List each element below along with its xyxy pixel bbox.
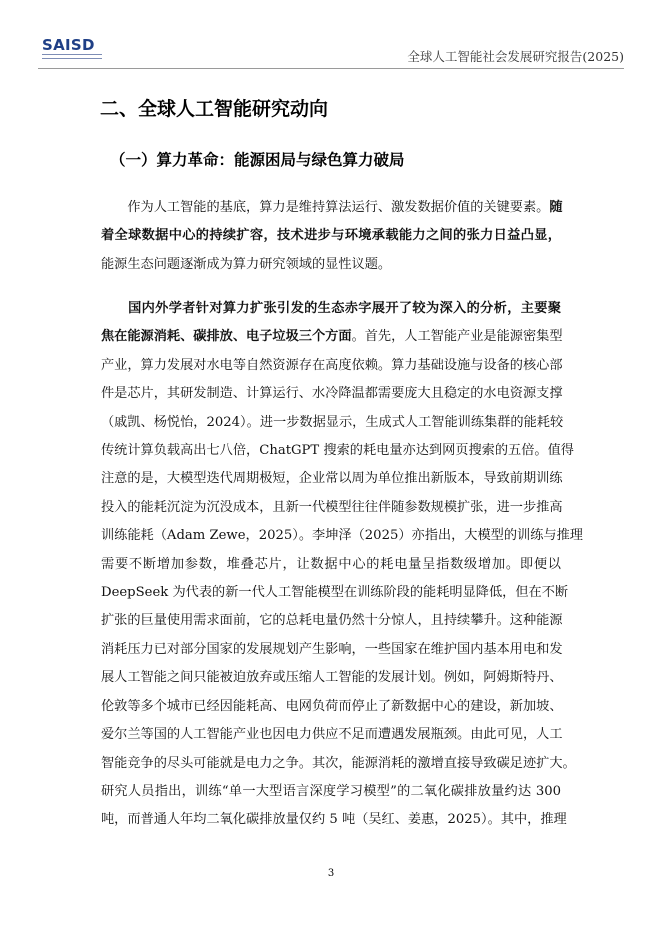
paragraph-line: 展人工智能之间只能被迫放弃或压缩人工智能的发展计划。例如，阿姆斯特丹、: [101, 670, 563, 686]
logo-underline: [42, 54, 102, 59]
paragraph-line: 吨，而普通人年均二氧化碳排放量仅约 5 吨（吴红、姜惠，2025）。其中，推理: [101, 812, 567, 828]
paragraph-line: 训练能耗（Adam Zewe，2025）。李坤泽（2025）亦指出，大模型的训练与推理: [101, 528, 583, 544]
paragraph-line: 产业，算力发展对水电等自然资源存在高度依赖。算力基础设施与设备的核心部: [101, 357, 563, 373]
paragraph-line: 研究人员指出，训练“单一大型语言深度学习模型”的二氧化碳排放量约达 300: [101, 783, 561, 799]
paragraph-line: 能源生态问题逐渐成为算力研究领域的显性议题。: [101, 256, 392, 272]
page-number: 3: [327, 868, 335, 879]
paragraph-line: 扩张的巨量使用需求面前，它的总耗电量仍然十分惊人，且持续攀升。这种能源: [101, 613, 563, 629]
paragraph-line: 注意的是，大模型迭代周期极短，企业常以周为单位推出新版本，导致前期训练: [101, 471, 563, 487]
paragraph-line: 焦在能源消耗、碳排放、电子垃圾三个方面。首先，人工智能产业是能源密集型: [101, 329, 563, 345]
paragraph-line: 智能竞争的尽头可能就是电力之争。其次，能源消耗的激增直接导致碳足迹扩大。: [101, 755, 576, 771]
paragraph-line: 着全球数据中心的持续扩容，技术进步与环境承载能力之间的张力日益凸显，: [101, 228, 561, 244]
paragraph-line: 伦敦等多个城市已经因能耗高、电网负荷而停止了新数据中心的建设，新加坡、: [101, 698, 563, 714]
paragraph-line: 需要不断增加参数，堆叠芯片，让数据中心的耗电量呈指数级增加。即便以: [101, 556, 561, 572]
section-heading: 二、全球人工智能研究动向: [100, 98, 329, 120]
paragraph-line: 爱尔兰等国的人工智能产业也因电力供应不足而遭遇发展瓶颈。由此可见，人工: [101, 727, 563, 743]
paragraph-line: DeepSeek 为代表的新一代人工智能模型在训练阶段的能耗明显降低，但在不断: [101, 585, 569, 601]
running-header-title: 全球人工智能社会发展研究报告(2025): [407, 49, 624, 64]
paragraph-line: （戚凯、杨悦怡，2024）。进一步数据显示，生成式人工智能训练集群的能耗较: [101, 414, 564, 430]
paragraph-line: 消耗压力已对部分国家的发展规划产生影响，一些国家在维护国内基本用电和发: [101, 641, 563, 657]
paragraph-2: [101, 295, 583, 835]
paragraph-1: [101, 194, 561, 279]
paragraph-line: 作为人工智能的基底，算力是维持算法运行、激发数据价值的关键要素。随: [127, 200, 563, 215]
page-header: [38, 36, 624, 70]
saisd-logo: [38, 36, 108, 64]
paragraph-line: 国内外学者针对算力扩张引发的生态赤字展开了较为深入的分析，主要聚: [128, 301, 562, 316]
paragraph-line: 件是芯片，其研发制造、计算运行、水冷降温都需要庞大且稳定的水电资源支撑: [101, 386, 563, 402]
subsection-heading: （一）算力革命：能源困局与绿色算力破局: [110, 151, 405, 169]
paragraph-line: 投入的能耗沉淀为沉没成本，且新一代模型往往伴随参数规模扩张，进一步推高: [101, 499, 563, 515]
logo-text: SAISD: [42, 36, 95, 54]
paragraph-line: 传统计算负载高出七八倍，ChatGPT 搜索的耗电量亦达到网页搜索的五倍。值得: [101, 443, 574, 459]
header-divider: [38, 68, 624, 69]
